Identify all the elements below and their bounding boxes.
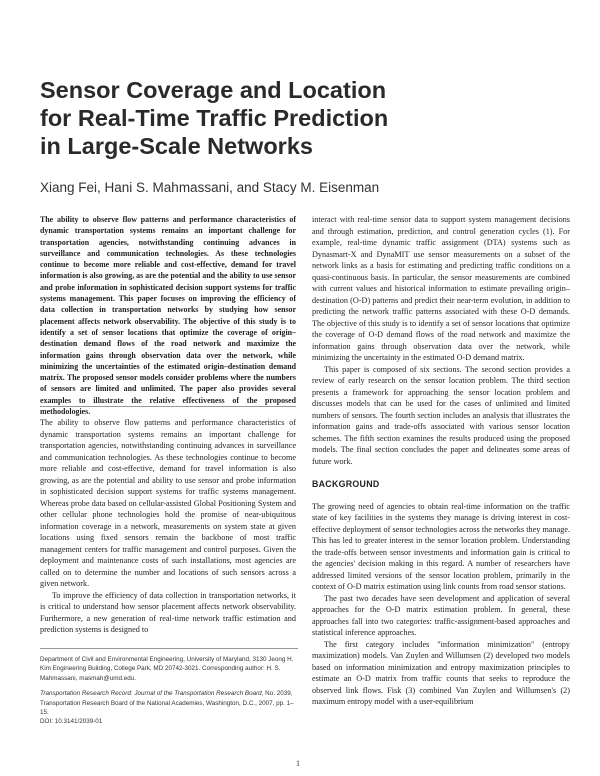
journal-name: Transportation Research Record: Journal of the Transportation Research Board, <box>40 690 264 698</box>
left-column <box>40 214 296 636</box>
citation <box>40 689 298 727</box>
body-paragraph: To improve the efficiency of data collection in transportation networks, it is critical to understand how sensor placement affects network observability. Furthermore, a new generation of real-time network traffic estimation and prediction systems is designed to <box>40 590 296 634</box>
body-paragraph: The growing need of agencies to obtain real-time information on the traffic state of key facilities in the systems they manage is driving interest in cost-effective deployment of sensor technologies across the networks they manage. This has led to greater interest in the sensor location problem. Understanding the trade-offs between sensor investments and information gain is critical to the agencies' decision making in this regard. A number of researchers have addressed limited versions of the sensor location problem, primarily in the context of O-D matrix estimation using link counts from road sensor stations. <box>312 501 570 591</box>
paper-title <box>40 76 460 160</box>
body-paragraph: interact with real-time sensor data to support system management decisions and through estimation, prediction, and control generation cycles (1). For example, real-time dynamic traffic assignment (DTA) systems such as Dynasmart-X and DynaMIT use sensor measurements on a subset of the network links as a basis for estimating and predicting traffic conditions on a quasi-continuous basis. In particular, the sensor measurements are combined with current values and historical information to estimate prevailing origin–destination (O-D) patterns and predict their near-term evolution, in addition to predicting the network traffic patterns associated with these O-D demands. The objective of this study is to identify a set of sensor locations that optimize the coverage of O-D demand flows of the road network and maximize the information gains through observation data over the network, while minimizing the uncertainty in the estimated O-D demand matrix. <box>312 215 570 362</box>
body-paragraph: This paper is composed of six sections. The second section provides a review of early research on the sensor location problem. The third section presents a framework for approaching the sensor location problem and discusses models that can be used for the cases of unlimited and limited numbers of sensors. The fourth section includes an analysis that illustrates the information gains and trade-offs associated with various sensor location schemes. The fifth section examines the results produced using the proposed models. The final section concludes the paper and delineates some areas of future work. <box>312 364 570 466</box>
authors: Xiang Fei, Hani S. Mahmassani, and Stacy M. Eisenman <box>40 180 380 195</box>
affiliation: Department of Civil and Environmental Engineering, University of Maryland, 3130 Jeong H. Kim Engineering Building, College Park, MD 20742-3021. Corresponding author: H. S. Mahmassani, masmah@umd.edu. <box>40 656 294 682</box>
title-line: for Real-Time Traffic Prediction <box>40 105 389 131</box>
footnote <box>40 648 298 733</box>
page-number: 1 <box>296 759 300 768</box>
abstract-text: The ability to observe flow patterns and performance characteristics of dynamic transportation systems remains an important challenge for transportation agencies, notwithstanding continuing advances in surveillance and communication technologies. As these technologies continue to become more reliable and cost-effective, demand for travel information is also growing, as are the potential and the ability to use sensor and probe information in sophisticated decision support systems for traffic systems management. This paper focuses on improving the efficiency of data collection in transportation networks by studying how sensor placement affects network observability. The objective of this study is to identify a set of sensor locations that optimize the coverage of origin–destination demand flows of the road network and maximize the information gains through observation data over the network, while minimizing the uncertainties of the estimated origin–destination demand matrix. The proposed sensor models consider problems where the numbers of sensors are limited and unlimited. The paper also provides several examples to illustrate the relative effectiveness of the proposed methodologies. <box>40 215 296 417</box>
title-line: Sensor Coverage and Location <box>40 77 387 103</box>
doi: DOI: 10.3141/2039-01 <box>40 718 103 726</box>
title-line: in Large-Scale Networks <box>40 133 313 159</box>
body-paragraph: The first category includes "information minimization" (entropy maximization) models. Van Zuylen and Willumsen (2) developed two models based on information minimization and entropy maximization principles to estimate an O-D matrix from traffic counts that seeks to reproduce the observed link flows. Fisk (3) combined Van Zuylen and Willumsen's (2) maximum entropy model with a user-equilibrium <box>312 639 570 706</box>
footnote-divider <box>40 648 298 649</box>
section-heading: BACKGROUND <box>312 479 380 489</box>
journal-details: No. 2039, Transportation Research Board of the National Academies, Washington, D.C., 2007, pp. 1–15. <box>40 690 294 717</box>
body-paragraph: The ability to observe flow patterns and performance characteristics of dynamic transportation systems remains an important challenge for transportation agencies, notwithstanding continuing advances in surveillance and communication technologies. As these technologies continue to become more reliable and cost-effective, demand for travel information is also growing, as are the potential and ability to use sensor and probe information in sophisticated decision support systems for traffic systems management. Whereas probe data based on cellular-assisted Global Positioning System and other cellular phone technologies hold the promise of near-ubiquitous information coverage in a network, measurements on system state at given locations using fixed sensors remain the backbone of most traffic management centers for traffic management and control purposes. Given the deployment and maintenance costs of such installations, most agencies are called on to determine the number and locations of such sensors across a given network. <box>40 418 296 588</box>
abstract <box>40 214 296 417</box>
body-paragraph: The past two decades have seen development and application of several approaches for the O-D matrix estimation problem. In general, these approaches fall into two categories: traffic-assignment-based approaches and statistical inference approaches. <box>312 593 570 637</box>
right-column <box>312 214 570 708</box>
